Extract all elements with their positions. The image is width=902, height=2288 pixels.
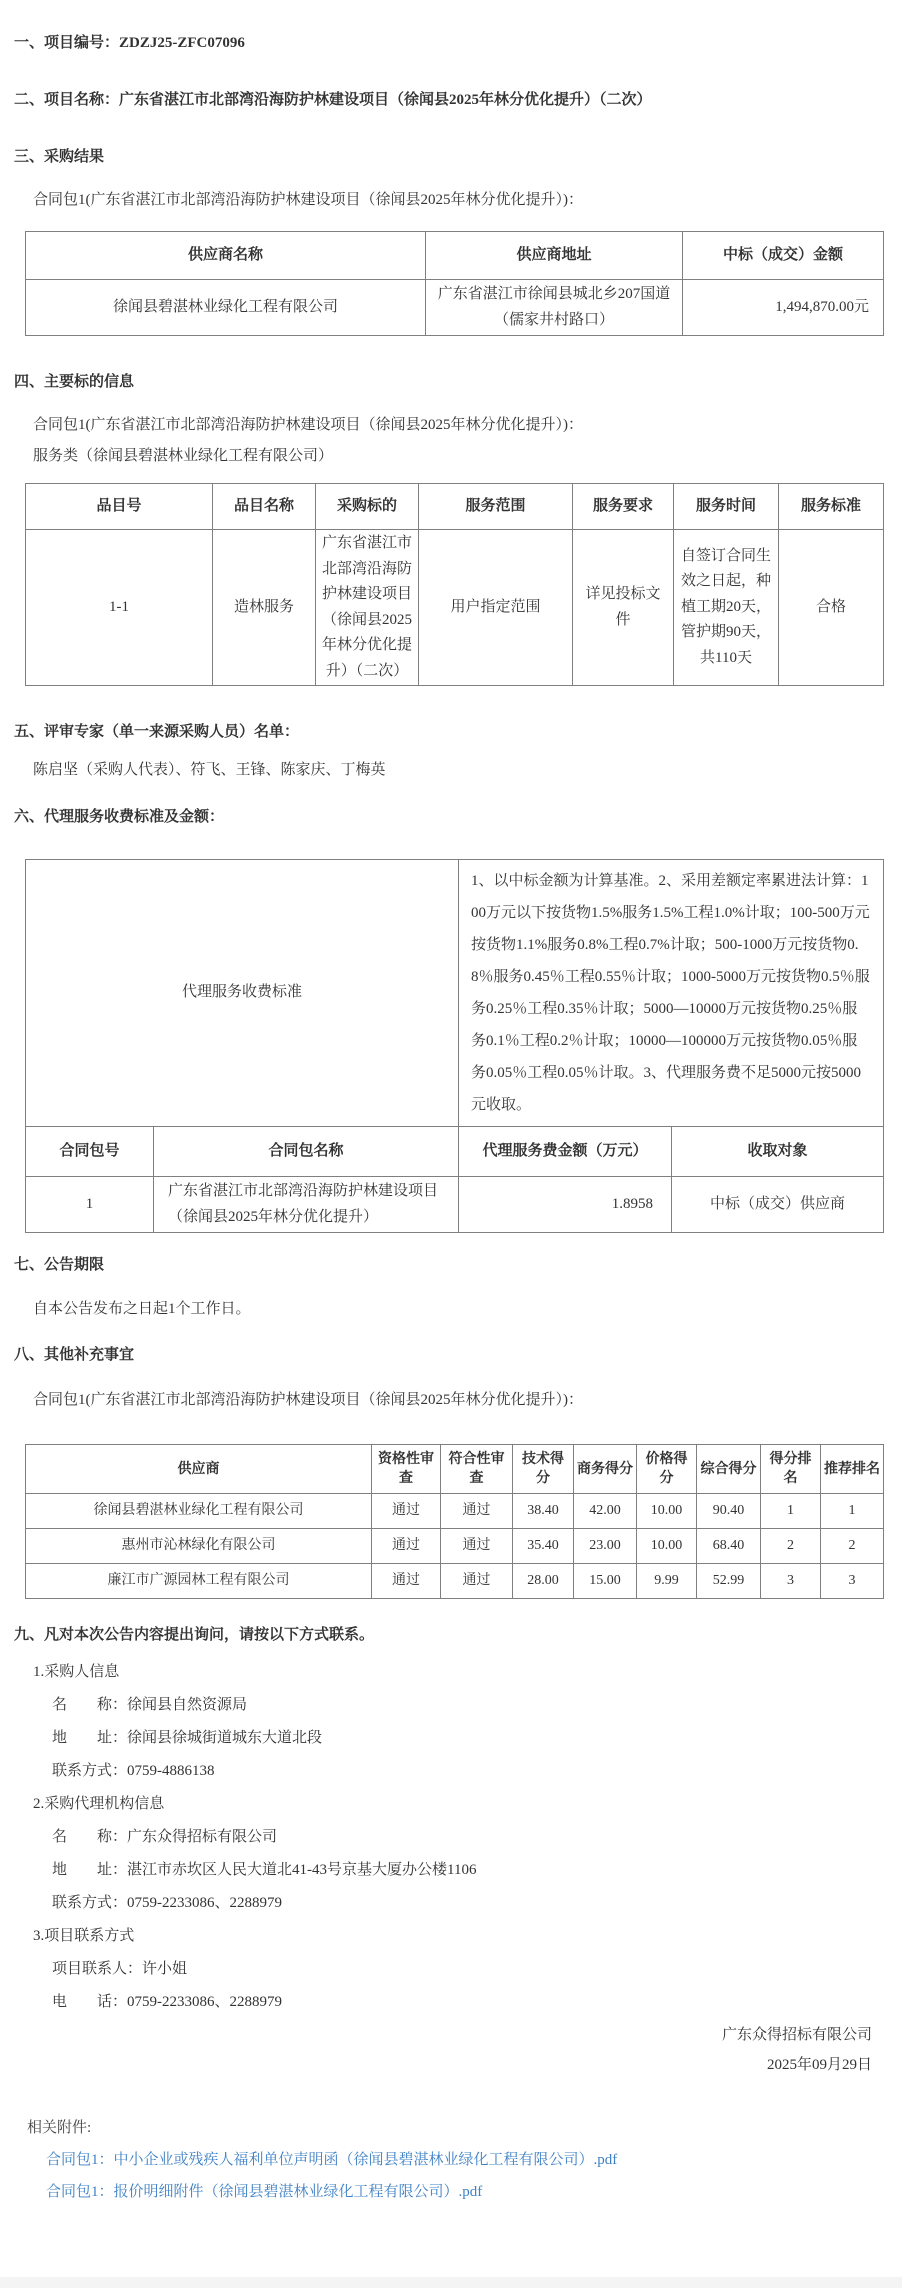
business-score-cell: 15.00 <box>574 1564 637 1599</box>
section-2-heading: 二、项目名称：广东省湛江市北部湾沿海防护林建设项目（徐闻县2025年林分优化提升）（二次） <box>14 92 652 108</box>
section-5-heading: 五、评审专家（单一来源采购人员）名单： <box>14 724 300 740</box>
project-contact-person: 项目联系人：许小姐 <box>52 1961 188 1977</box>
price-score-cell: 9.99 <box>637 1564 697 1599</box>
technical-score-cell: 28.00 <box>513 1564 574 1599</box>
header-fee-amount: 代理服务费金额（万元） <box>459 1127 672 1177</box>
header-recommend-rank: 推荐排名 <box>821 1445 884 1494</box>
award-amount-cell: 1,494,870.00元 <box>683 280 884 336</box>
header-supplier-name: 供应商名称 <box>26 232 426 280</box>
score-rank-cell: 1 <box>761 1494 821 1529</box>
attachment-link-declaration-pdf[interactable]: 合同包1：中小企业或残疾人福利单位声明函（徐闻县碧湛林业绿化工程有限公司）.pdf <box>46 2152 618 2168</box>
section-9-heading: 九、凡对本次公告内容提出询问，请按以下方式联系。 <box>14 1627 375 1643</box>
project-contact-title: 3.项目联系方式 <box>33 1928 135 1944</box>
header-supplier-address: 供应商地址 <box>426 232 683 280</box>
agency-fee-table <box>25 859 884 1233</box>
price-score-cell: 10.00 <box>637 1529 697 1564</box>
score-rank-cell: 3 <box>761 1564 821 1599</box>
conformity-cell: 通过 <box>441 1494 513 1529</box>
supplier-cell: 惠州市沁林绿化有限公司 <box>26 1529 372 1564</box>
technical-score-cell: 38.40 <box>513 1494 574 1529</box>
score-rank-cell: 2 <box>761 1529 821 1564</box>
header-item-no: 品目号 <box>26 484 213 530</box>
package-no-cell: 1 <box>26 1177 154 1233</box>
signature-company: 广东众得招标有限公司 <box>721 2027 872 2043</box>
header-fee-target: 收取对象 <box>672 1127 884 1177</box>
qualification-cell: 通过 <box>372 1529 441 1564</box>
conformity-cell: 通过 <box>441 1529 513 1564</box>
business-score-cell: 23.00 <box>574 1529 637 1564</box>
header-procurement-subject: 采购标的 <box>316 484 419 530</box>
recommend-rank-cell: 1 <box>821 1494 884 1529</box>
conformity-cell: 通过 <box>441 1564 513 1599</box>
section-4-package-line: 合同包1(广东省湛江市北部湾沿海防护林建设项目（徐闻县2025年林分优化提升）)： <box>33 417 583 433</box>
header-qualification-review: 资格性审查 <box>372 1445 441 1494</box>
total-score-cell: 68.40 <box>697 1529 761 1564</box>
business-score-cell: 42.00 <box>574 1494 637 1529</box>
header-price-score: 价格得分 <box>637 1445 697 1494</box>
header-business-score: 商务得分 <box>574 1445 637 1494</box>
recommend-rank-cell: 2 <box>821 1529 884 1564</box>
section-8-package-line: 合同包1(广东省湛江市北部湾沿海防护林建设项目（徐闻县2025年林分优化提升）)： <box>33 1392 583 1408</box>
subject-table-row <box>26 530 884 686</box>
fee-standard-text-cell: 1、以中标金额为计算基准。2、采用差额定率累进法计算：100万元以下按货物1.5%服务1.5%工程1.0%计取；100-500万元按货物1.1%服务0.8%工程0.7%计取；500-1000万元按货物0.8％服务0.45％工程0.55％计取；1000-5000万元按货物0.5％服务0.25％工程0.35％计取；5000—10000万元按货物0.25％服务0.1％工程0.2％计取；10000—100000万元按货物0.05％服务0.05％工程0.05％计取。3、代理服务费不足5000元按5000元收取。 <box>459 860 884 1127</box>
total-score-cell: 52.99 <box>697 1564 761 1599</box>
evaluation-table <box>25 1444 884 1599</box>
price-score-cell: 10.00 <box>637 1494 697 1529</box>
package-name-cell: 广东省湛江市北部湾沿海防护林建设项目（徐闻县2025年林分优化提升） <box>154 1177 459 1233</box>
service-requirement-cell: 详见投标文件 <box>573 530 674 686</box>
header-service-scope: 服务范围 <box>419 484 573 530</box>
total-score-cell: 90.40 <box>697 1494 761 1529</box>
fee-table-header-row <box>26 1127 884 1177</box>
recommend-rank-cell: 3 <box>821 1564 884 1599</box>
section-1-heading: 一、项目编号：ZDZJ25-ZFC07096 <box>14 35 245 51</box>
attachment-link-quotation-pdf[interactable]: 合同包1：报价明细附件（徐闻县碧湛林业绿化工程有限公司）.pdf <box>46 2184 483 2200</box>
header-service-standard: 服务标准 <box>779 484 884 530</box>
fee-standard-label-cell: 代理服务收费标准 <box>26 860 459 1127</box>
attachments-label: 相关附件: <box>27 2120 92 2136</box>
evaluation-table-header-row <box>26 1445 884 1494</box>
item-name-cell: 造林服务 <box>213 530 316 686</box>
agency-info-title: 2.采购代理机构信息 <box>33 1796 165 1812</box>
evaluation-row-3 <box>26 1564 884 1599</box>
header-service-time: 服务时间 <box>674 484 779 530</box>
page-bottom-strip <box>0 2277 902 2288</box>
result-table-row <box>26 280 884 336</box>
fee-amount-cell: 1.8958 <box>459 1177 672 1233</box>
qualification-cell: 通过 <box>372 1494 441 1529</box>
fee-target-cell: 中标（成交）供应商 <box>672 1177 884 1233</box>
supplier-cell: 徐闻县碧湛林业绿化工程有限公司 <box>26 1494 372 1529</box>
fee-table-row <box>26 1177 884 1233</box>
service-time-cell: 自签订合同生效之日起，种植工期20天，管护期90天，共110天 <box>674 530 779 686</box>
technical-score-cell: 35.40 <box>513 1529 574 1564</box>
agency-address: 地 址：湛江市赤坎区人民大道北41-43号京基大厦办公楼1106 <box>52 1862 477 1878</box>
section-4-category-line: 服务类（徐闻县碧湛林业绿化工程有限公司） <box>33 448 334 464</box>
header-supplier: 供应商 <box>26 1445 372 1494</box>
signature-date: 2025年09月29日 <box>766 2057 872 2073</box>
supplier-address-cell: 广东省湛江市徐闻县城北乡207国道（儒家井村路口） <box>426 280 683 336</box>
announcement-period-text: 自本公告发布之日起1个工作日。 <box>33 1301 251 1317</box>
qualification-cell: 通过 <box>372 1564 441 1599</box>
evaluation-row-1 <box>26 1494 884 1529</box>
agency-name: 名 称：广东众得招标有限公司 <box>52 1829 278 1845</box>
result-table-header-row <box>26 232 884 280</box>
item-no-cell: 1-1 <box>26 530 213 686</box>
evaluation-row-2 <box>26 1529 884 1564</box>
agency-contact: 联系方式：0759-2233086、2288979 <box>52 1895 282 1911</box>
header-technical-score: 技术得分 <box>513 1445 574 1494</box>
subject-table <box>25 483 884 686</box>
project-contact-phone: 电 话：0759-2233086、2288979 <box>52 1994 282 2010</box>
section-4-heading: 四、主要标的信息 <box>14 374 135 390</box>
section-3-package-line: 合同包1(广东省湛江市北部湾沿海防护林建设项目（徐闻县2025年林分优化提升）)： <box>33 192 583 208</box>
section-8-heading: 八、其他补充事宜 <box>14 1347 135 1363</box>
expert-names: 陈启坚（采购人代表）、符飞、王锋、陈家庆、丁梅英 <box>33 762 386 778</box>
header-item-name: 品目名称 <box>213 484 316 530</box>
supplier-name-cell: 徐闻县碧湛林业绿化工程有限公司 <box>26 280 426 336</box>
section-3-heading: 三、采购结果 <box>14 149 105 165</box>
section-6-heading: 六、代理服务收费标准及金额： <box>14 809 225 825</box>
section-7-heading: 七、公告期限 <box>14 1257 105 1273</box>
header-total-score: 综合得分 <box>697 1445 761 1494</box>
buyer-name: 名 称：徐闻县自然资源局 <box>52 1697 248 1713</box>
buyer-info-title: 1.采购人信息 <box>33 1664 120 1680</box>
signature-block <box>14 2025 872 2076</box>
supplier-cell: 廉江市广源园林工程有限公司 <box>26 1564 372 1599</box>
header-conformity-review: 符合性审查 <box>441 1445 513 1494</box>
procurement-subject-cell: 广东省湛江市北部湾沿海防护林建设项目（徐闻县2025年林分优化提升）（二次） <box>316 530 419 686</box>
subject-table-header-row <box>26 484 884 530</box>
service-standard-cell: 合格 <box>779 530 884 686</box>
fee-standard-row <box>26 860 884 1127</box>
header-package-name: 合同包名称 <box>154 1127 459 1177</box>
header-award-amount: 中标（成交）金额 <box>683 232 884 280</box>
header-service-requirement: 服务要求 <box>573 484 674 530</box>
header-package-no: 合同包号 <box>26 1127 154 1177</box>
result-table <box>25 231 884 336</box>
header-score-rank: 得分排名 <box>761 1445 821 1494</box>
buyer-contact: 联系方式：0759-4886138 <box>52 1763 215 1779</box>
buyer-address: 地 址：徐闻县徐城街道城东大道北段 <box>52 1730 323 1746</box>
service-scope-cell: 用户指定范围 <box>419 530 573 686</box>
